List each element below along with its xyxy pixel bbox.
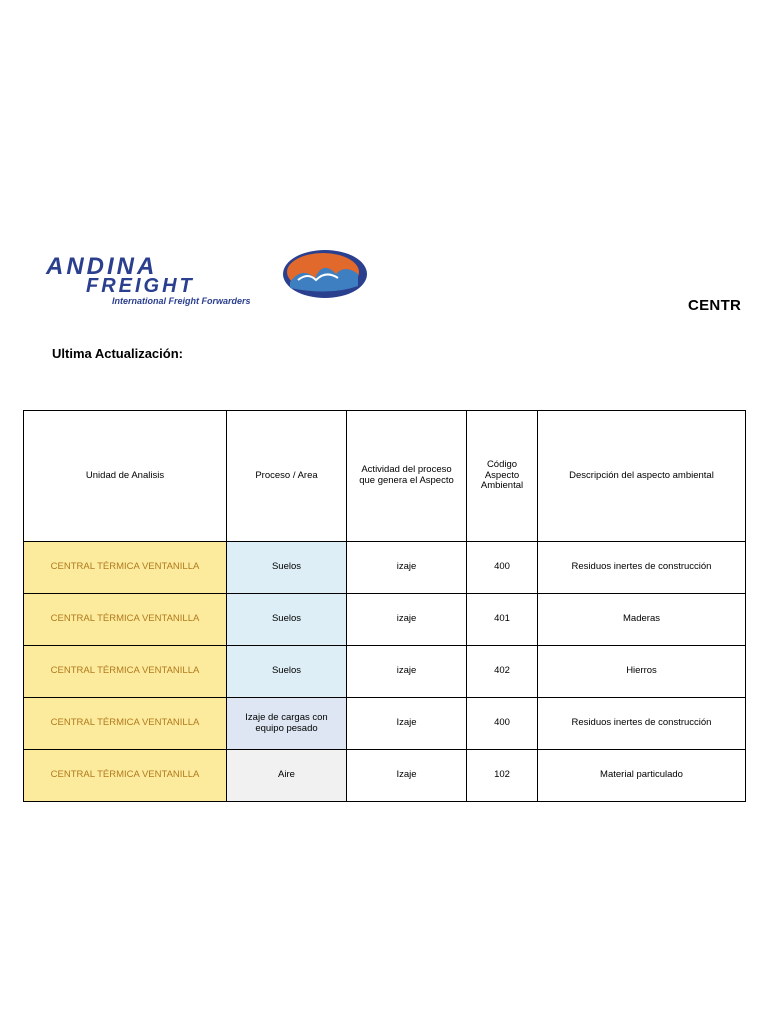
cell-unit: CENTRAL TÉRMICA VENTANILLA bbox=[24, 750, 227, 802]
company-logo bbox=[40, 244, 370, 312]
cell-activity: Izaje bbox=[347, 698, 467, 750]
cell-description: Material particulado bbox=[538, 750, 746, 802]
environmental-aspects-table bbox=[23, 410, 746, 802]
cell-process: Izaje de cargas con equipo pesado bbox=[227, 698, 347, 750]
header-code: Código Aspecto Ambiental bbox=[467, 411, 538, 542]
cell-unit: CENTRAL TÉRMICA VENTANILLA bbox=[24, 698, 227, 750]
cell-activity: izaje bbox=[347, 542, 467, 594]
table-row bbox=[24, 542, 746, 594]
header-description: Descripción del aspecto ambiental bbox=[538, 411, 746, 542]
cell-process: Aire bbox=[227, 750, 347, 802]
logo-line2: FREIGHT bbox=[86, 275, 195, 297]
cell-description: Residuos inertes de construcción bbox=[538, 542, 746, 594]
cell-process: Suelos bbox=[227, 542, 347, 594]
header-title-truncated: CENTR bbox=[688, 297, 742, 314]
header-activity: Actividad del proceso que genera el Aspecto bbox=[347, 411, 467, 542]
cell-description: Residuos inertes de construcción bbox=[538, 698, 746, 750]
table-row bbox=[24, 594, 746, 646]
logo-tagline: International Freight Forwarders bbox=[112, 296, 251, 306]
cell-unit: CENTRAL TÉRMICA VENTANILLA bbox=[24, 542, 227, 594]
cell-code: 402 bbox=[467, 646, 538, 698]
logo-line1: ANDINA bbox=[46, 253, 158, 280]
cell-code: 102 bbox=[467, 750, 538, 802]
cell-unit: CENTRAL TÉRMICA VENTANILLA bbox=[24, 594, 227, 646]
table-header-row bbox=[24, 411, 746, 542]
cell-process: Suelos bbox=[227, 594, 347, 646]
cell-code: 400 bbox=[467, 542, 538, 594]
cell-activity: izaje bbox=[347, 594, 467, 646]
table-row bbox=[24, 646, 746, 698]
cell-activity: Izaje bbox=[347, 750, 467, 802]
last-update-label: Ultima Actualización: bbox=[52, 346, 183, 361]
cell-description: Maderas bbox=[538, 594, 746, 646]
table-row bbox=[24, 750, 746, 802]
cell-code: 401 bbox=[467, 594, 538, 646]
cell-code: 400 bbox=[467, 698, 538, 750]
table-row bbox=[24, 698, 746, 750]
cell-description: Hierros bbox=[538, 646, 746, 698]
cell-unit: CENTRAL TÉRMICA VENTANILLA bbox=[24, 646, 227, 698]
cell-process: Suelos bbox=[227, 646, 347, 698]
header-process: Proceso / Area bbox=[227, 411, 347, 542]
header-unit: Unidad de Analisis bbox=[24, 411, 227, 542]
cell-activity: izaje bbox=[347, 646, 467, 698]
